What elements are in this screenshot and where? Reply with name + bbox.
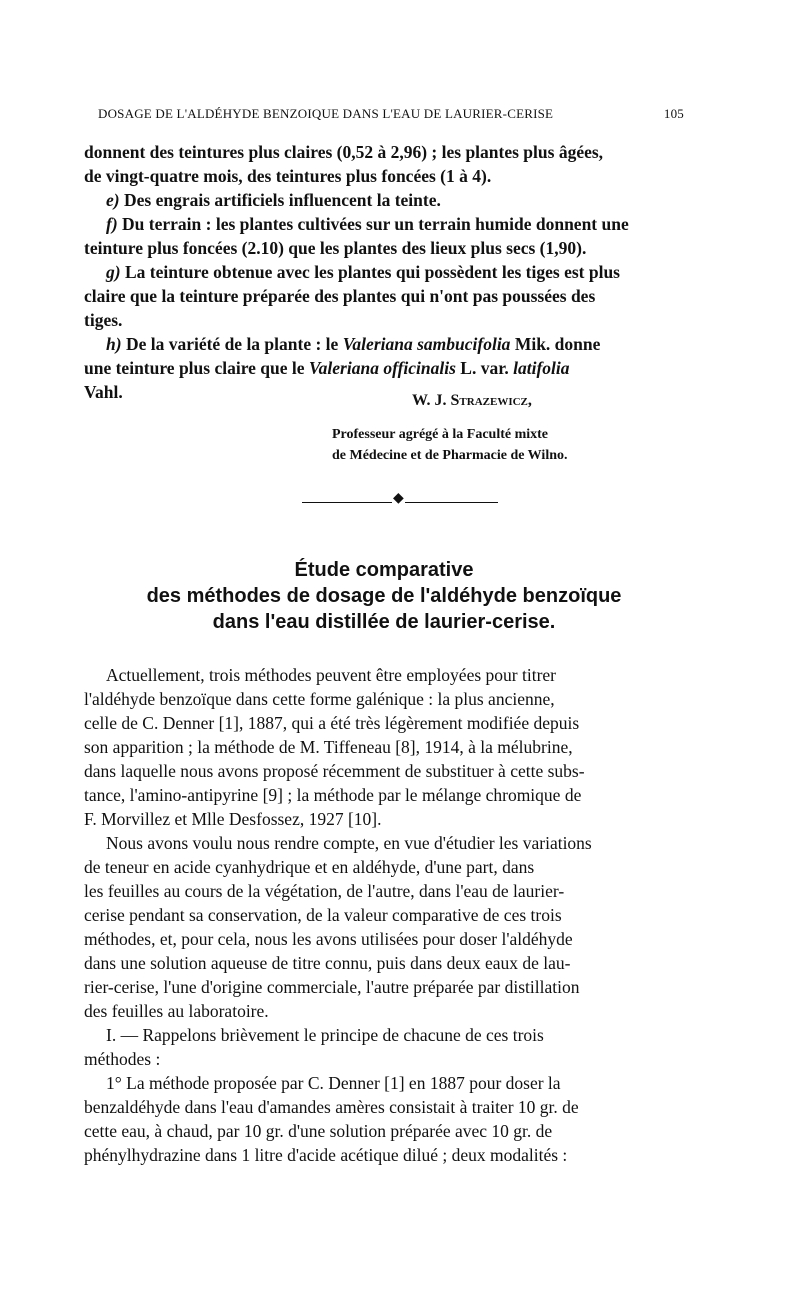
text-line: des feuilles au laboratoire. [84,1001,269,1021]
diamond-icon: ◆ [393,490,404,506]
text-line: Actuellement, trois méthodes peuvent être employées pour titrer [106,665,556,685]
text-line: 1° La méthode proposée par C. Denner [1] en 1887 pour doser la [106,1073,561,1093]
text-line: benzaldéhyde dans l'eau d'amandes amères consistait à traiter 10 gr. de [84,1097,579,1117]
article-body [84,663,684,1167]
item-text: une teinture plus claire que le [84,358,309,378]
item-marker: h) [106,334,122,354]
text-line: F. Morvillez et Mlle Desfossez, 1927 [10]. [84,809,382,829]
text-line: dans une solution aqueuse de titre connu, puis dans deux eaux de lau- [84,953,571,973]
text-line: phénylhydrazine dans 1 litre d'acide acétique dilué ; deux modalités : [84,1145,568,1165]
text-line: méthodes : [84,1049,161,1069]
item-marker: e) [106,190,120,210]
author-name [412,392,532,410]
body-paragraph-1 [84,663,684,831]
text-line: l'aldéhyde benzoïque dans cette forme galénique : la plus ancienne, [84,689,555,709]
text-line: de vingt-quatre mois, des teintures plus foncées (1 à 4). [84,166,492,186]
running-title: DOSAGE DE L'ALDÉHYDE BENZOIQUE DANS L'EAU DE LAURIER-CERISE [98,106,554,121]
text-line: les feuilles au cours de la végétation, de l'autre, dans l'eau de laurier- [84,881,565,901]
item-text: La teinture obtenue avec les plantes qui possèdent les tiges est plus [120,262,620,282]
text-line: I. — Rappelons brièvement le principe de chacune de ces trois [106,1025,544,1045]
item-e [84,188,684,212]
text-line: donnent des teintures plus claires (0,52 à 2,96) ; les plantes plus âgées, [84,142,604,162]
title-line: dans l'eau distillée de laurier-cerise. [212,611,556,633]
section-separator [302,490,498,508]
item-text: De la variété de la plante : le [121,334,343,354]
affiliation-line: Professeur agrégé à la Faculté mixte [332,427,549,442]
species-name: latifolia [513,358,570,378]
item-marker: g) [106,262,121,282]
text-line: de teneur en acide cyanhydrique et en aldéhyde, d'une part, dans [84,857,535,877]
body-paragraph-3 [84,1023,684,1071]
text-line: tance, l'amino-antipyrine [9] ; la méthode par le mélange chromique de [84,785,582,805]
text-line [84,356,684,380]
item-text: Des engrais artificiels influencent la teinte. [119,190,441,210]
intro-text [84,140,684,404]
title-line: des méthodes de dosage de l'aldéhyde benzoïque [146,585,622,607]
author-surname: Strazewicz, [450,392,532,409]
author-initials: W. J. [412,392,451,409]
item-text: L. var. [455,358,514,378]
body-paragraph-2 [84,831,684,1023]
species-name: Valeriana officinalis [308,358,456,378]
text-line: cette eau, à chaud, par 10 gr. d'une solution préparée avec 10 gr. de [84,1121,553,1141]
intro-paragraph [84,140,684,404]
item-g [84,260,684,284]
text-line: Vahl. [84,382,123,402]
author-affiliation [332,424,568,466]
item-f [84,212,684,236]
item-text: Mik. donne [510,334,601,354]
text-line: rier-cerise, l'une d'origine commerciale, l'autre préparée par distillation [84,977,580,997]
text-line: dans laquelle nous avons proposé récemment de substituer à cette subs- [84,761,585,781]
text-line: son apparition ; la méthode de M. Tiffeneau [8], 1914, à la mélubrine, [84,737,573,757]
species-name: Valeriana sambucifolia [342,334,511,354]
text-line: teinture plus foncées (2.10) que les plantes des lieux plus secs (1,90). [84,238,587,258]
item-marker: f) [106,214,118,234]
article-title [84,557,684,635]
text-line: cerise pendant sa conservation, de la valeur comparative de ces trois [84,905,562,925]
text-line: méthodes, et, pour cela, nous les avons utilisées pour doser l'aldéhyde [84,929,573,949]
text-line: Nous avons voulu nous rendre compte, en vue d'étudier les variations [106,833,592,853]
body-paragraph-4 [84,1071,684,1167]
item-h [84,332,684,356]
item-text: Du terrain : les plantes cultivées sur un terrain humide donnent une [117,214,629,234]
page-number: 105 [663,106,684,121]
text-line: claire que la teinture préparée des plantes qui n'ont pas poussées des [84,286,596,306]
affiliation-line: de Médecine et de Pharmacie de Wilno. [332,448,568,463]
title-line: Étude comparative [294,559,474,581]
text-line: celle de C. Denner [1], 1887, qui a été très légèrement modifiée depuis [84,713,580,733]
text-line: tiges. [84,310,123,330]
